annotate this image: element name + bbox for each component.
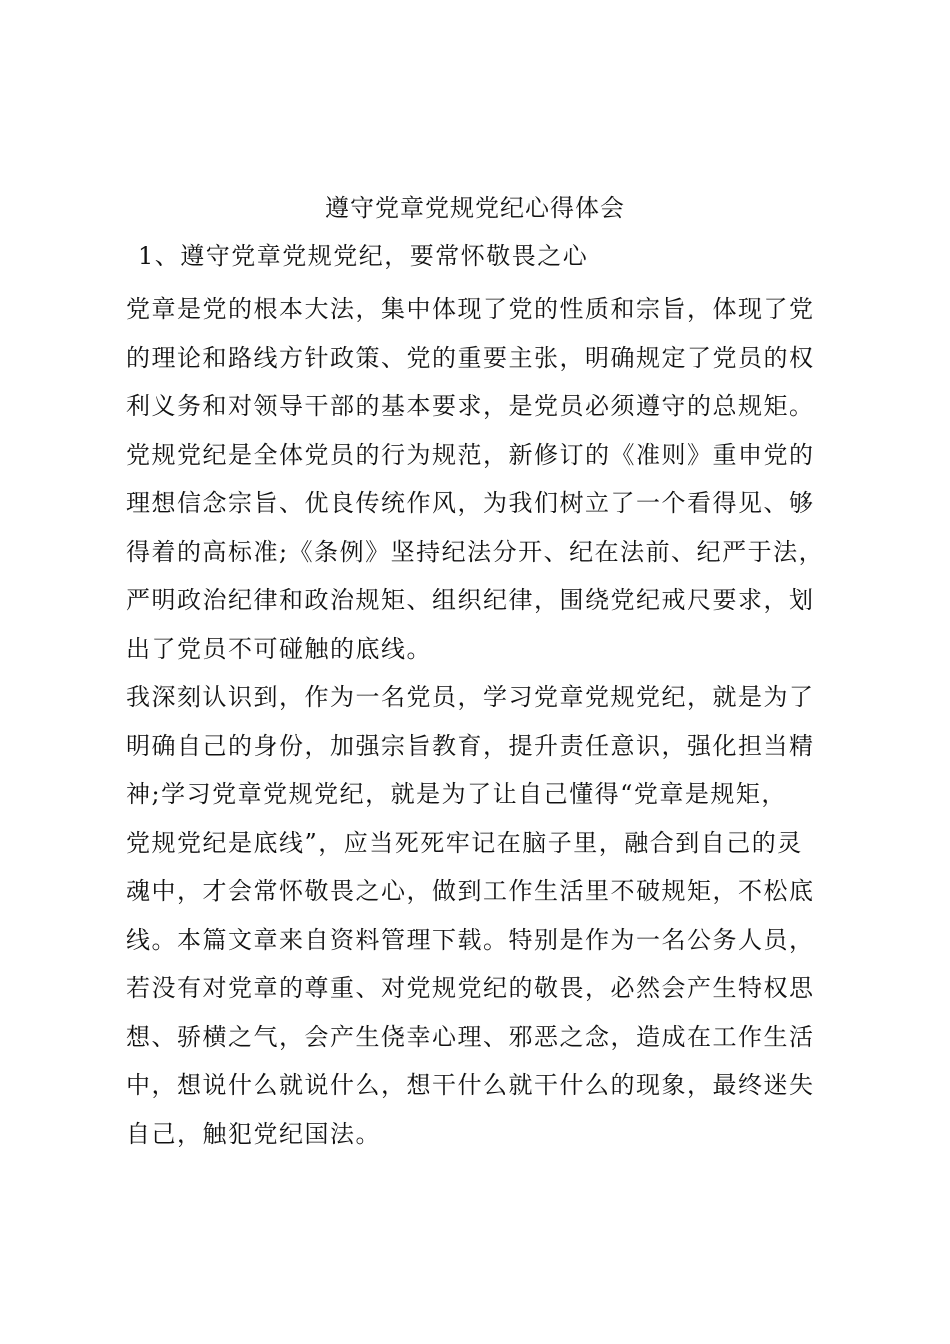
body-line: 明确自己的身份，加强宗旨教育，提升责任意识，强化担当精	[126, 731, 815, 760]
body-line: 想、骄横之气，会产生侥幸心理、邪恶之念，造成在工作生活	[126, 1022, 815, 1051]
document-title: 遵守党章党规党纪心得体会	[325, 194, 625, 222]
body-line: 党章是党的根本大法，集中体现了党的性质和宗旨，体现了党	[126, 295, 815, 323]
body-line: 出了党员不可碰触的底线。	[126, 634, 432, 663]
body-line: 的理论和路线方针政策、党的重要主张，明确规定了党员的权	[126, 343, 815, 372]
body-line: 中，想说什么就说什么，想干什么就干什么的现象，最终迷失	[126, 1071, 815, 1099]
body-line: 利义务和对领导干部的基本要求，是党员必须遵守的总规矩。	[126, 392, 815, 420]
body-line: 得着的高标准;《条例》坚持纪法分开、纪在法前、纪严于法，	[126, 537, 825, 566]
body-line: 我深刻认识到，作为一名党员，学习党章党规党纪，就是为了	[126, 683, 815, 711]
body-line: 若没有对党章的尊重、对党规党纪的敬畏，必然会产生特权思	[126, 974, 815, 1002]
body-line: 线。本篇文章来自资料管理下载。特别是作为一名公务人员，	[126, 925, 815, 954]
section-heading: 1、遵守党章党规党纪，要常怀敬畏之心	[138, 242, 589, 270]
body-line: 党规党纪是全体党员的行为规范，新修订的《准则》重申党的	[126, 440, 815, 469]
document-body	[126, 285, 836, 1158]
body-line: 党规党纪是底线”，应当死死牢记在脑子里，融合到自己的灵	[126, 828, 803, 857]
body-line: 理想信念宗旨、优良传统作风，为我们树立了一个看得见、够	[126, 489, 815, 517]
body-line: 神;学习党章党规党纪，就是为了让自己懂得“党章是规矩，	[126, 780, 787, 808]
body-line: 自己，触犯党纪国法。	[126, 1119, 381, 1148]
body-line: 严明政治纪律和政治规矩、组织纪律，围绕党纪戒尺要求，划	[126, 586, 815, 614]
body-line: 魂中，才会常怀敬畏之心，做到工作生活里不破规矩，不松底	[126, 877, 815, 905]
